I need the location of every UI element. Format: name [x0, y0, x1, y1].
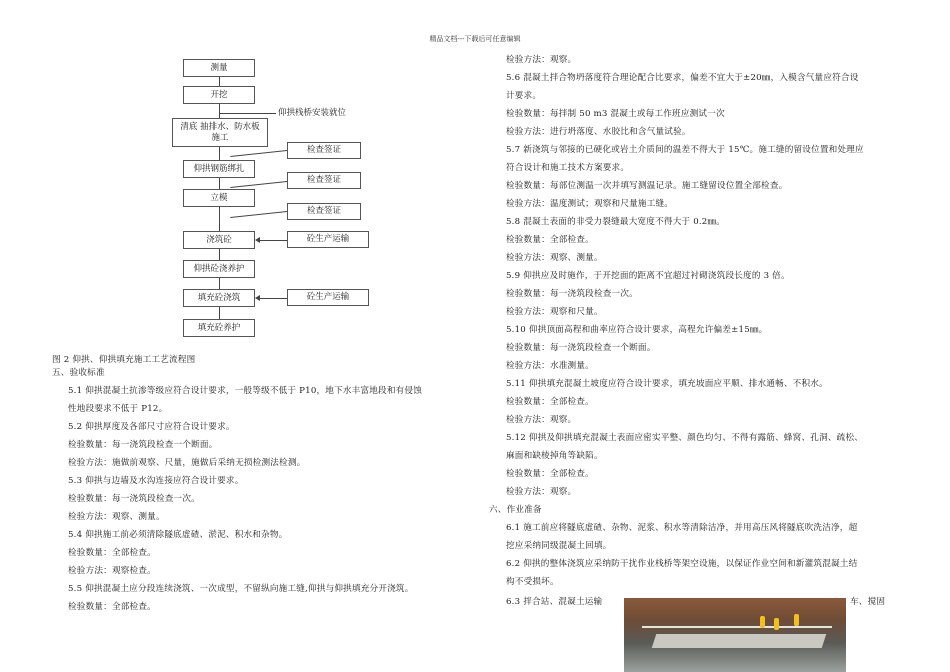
flow-side-concrete-transport-2: 砼生产运输	[287, 289, 369, 306]
left-line: 5.2 仰拱厚度及各部尺寸应符合设计要求。	[68, 422, 235, 432]
right-line: 检验方法：水准测量。	[506, 361, 594, 371]
left-line: 5.1 仰拱混凝土抗渗等级应符合设计要求，一般等级不低于 P10，地下水丰富地段和有侵蚀	[68, 386, 423, 396]
flow-step-formwork: 立模	[183, 189, 255, 207]
left-line: 检验数量：每一浇筑段检查一个断面。	[68, 440, 218, 450]
right-line: 6.1 施工前应将隧底虚碴、杂物、泥浆、积水等清除洁净，并用高压风将隧底吹洗洁净，超	[506, 523, 858, 533]
left-line: 检验方法：施做前观察、尺量，施做后采纳无损检测法检测。	[68, 458, 306, 468]
right-line: 检验方法：观察。	[506, 55, 577, 65]
left-line: 5.3 仰拱与边墙及水沟连接应符合设计要求。	[68, 476, 244, 486]
right-line: 检验方法：观察和尺量。	[506, 307, 603, 317]
flow-step-survey: 测量	[183, 59, 255, 77]
left-line: 5.4 仰拱施工前必须清除隧底虚碴、淤泥、积水和杂物。	[68, 530, 288, 540]
left-line: 检验方法：观察、测量。	[68, 512, 165, 522]
flow-side-inspection-2: 检查签证	[287, 172, 361, 189]
right-line: 检验方法：观察。	[506, 415, 577, 425]
right-line: 检验方法：观察、测量。	[506, 253, 603, 263]
right-line: 6.3 拌合站、混凝土运输	[506, 597, 603, 607]
section-heading-acceptance: 五、验收标准	[52, 368, 105, 378]
right-line: 5.6 混凝土拌合物坍落度符合理论配合比要求，偏差不宜大于±20㎜，入模含气量应符合设	[506, 73, 859, 83]
left-line: 检验数量：全部检查。	[68, 548, 156, 558]
right-line: 检验数量：全部检查。	[506, 397, 594, 407]
flow-side-inspection-1: 检查签证	[287, 142, 361, 159]
section-heading-preparation: 六、作业准备	[489, 505, 542, 515]
flow-step-pour: 浇筑砼	[183, 231, 255, 249]
trestle-photo	[624, 598, 846, 672]
flow-step-clean-drain-waterproof: 清底 抽排水、防水板施工	[172, 118, 268, 147]
right-line: 5.7 新浇筑与邻接的已硬化或岩土介质间的温差不得大于 15℃。施工缝的留设位置和处理应	[506, 145, 864, 155]
right-line: 6.2 仰拱的整体浇筑应采纳防干扰作业栈桥等架空设施，以保证作业空间和新灌筑混凝土结	[506, 559, 858, 569]
right-line: 检验数量：每一浇筑段检查一个断面。	[506, 343, 656, 353]
right-line: 挖应采纳同级混凝土回填。	[506, 541, 612, 551]
right-line: 麻面和缺棱掉角等缺陷。	[506, 451, 603, 461]
right-line: 5.12 仰拱及仰拱填充混凝土表面应密实平整、颜色均匀、不得有露筋、蜂窝、孔洞、疏松、	[506, 433, 864, 443]
figure-caption: 图 2 仰拱、仰拱填充施工工艺流程图	[52, 355, 196, 365]
right-line: 检验方法：进行坍落度、水胶比和含气量试验。	[506, 127, 691, 137]
left-line: 检验数量：每一浇筑段检查一次。	[68, 494, 200, 504]
flow-step-fill-curing: 填充砼养护	[183, 319, 255, 337]
left-line: 性地段要求不低于 P12。	[68, 404, 168, 414]
left-line: 检验数量：全部检查。	[68, 602, 156, 612]
flow-step-curing: 仰拱砼浇养护	[183, 260, 255, 278]
flow-note-trestle: 仰拱栈桥安装就位	[278, 108, 347, 118]
flow-side-concrete-transport-1: 砼生产运输	[287, 231, 369, 248]
flow-step-excavate: 开挖	[183, 86, 255, 104]
right-line: 检验数量：每一浇筑段检查一次。	[506, 289, 638, 299]
right-line: 检验数量：全部检查。	[506, 235, 594, 245]
right-line: 检验数量：每部位测温一次并填写测温记录。施工缝留设位置全部检查。	[506, 181, 788, 191]
right-line: 5.11 仰拱填充混凝土坡度应符合设计要求，填充坡面应平顺、排水通畅、不积水。	[506, 379, 828, 389]
right-line: 计要求。	[506, 91, 542, 101]
left-line: 5.5 仰拱混凝土应分段连续浇筑、一次成型，不留纵向施工缝,仰拱与仰拱填充分开浇筑。	[68, 584, 414, 594]
right-line: 检验方法：温度测试；观察和尺量施工缝。	[506, 199, 674, 209]
right-line: 检验数量：全部检查。	[506, 469, 594, 479]
left-line: 检验方法：观察检查。	[68, 566, 156, 576]
right-line: 5.9 仰拱应及时施作，于开挖面的距离不宜超过衬砌浇筑段长度的 3 倍。	[506, 271, 790, 281]
right-line: 检验方法：观察。	[506, 487, 577, 497]
right-line: 5.10 仰拱顶面高程和曲率应符合设计要求，高程允许偏差±15㎜。	[506, 325, 768, 335]
right-line: 符合设计和施工技术方案要求。	[506, 163, 630, 173]
right-line-tail: 车、搅固	[850, 597, 886, 607]
right-line: 构不受损坏。	[506, 577, 559, 587]
flow-side-inspection-3: 检查签证	[287, 203, 361, 220]
flow-step-rebar: 仰拱钢筋绑扎	[183, 160, 255, 178]
right-line: 检验数量：每拌制 50 m3 混凝土或每工作班应测试一次	[506, 109, 725, 119]
page-header: 精品文档---下载后可任意编辑	[429, 35, 521, 43]
flow-step-fill-pour: 填充砼浇筑	[183, 289, 255, 307]
right-line: 5.8 混凝土表面的非受力裂缝最大宽度不得大于 0.2㎜。	[506, 217, 726, 227]
